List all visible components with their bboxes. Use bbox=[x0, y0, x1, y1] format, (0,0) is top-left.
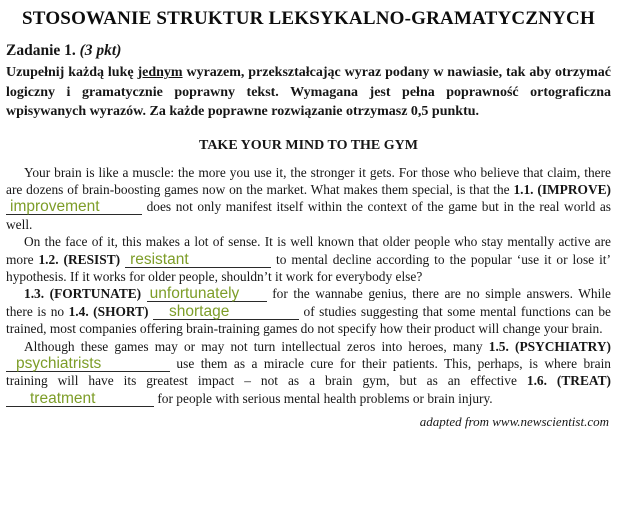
answer-blank-1-3 bbox=[147, 287, 267, 302]
task-points: (3 pkt) bbox=[79, 42, 122, 59]
paragraph-4 bbox=[6, 338, 611, 408]
instructions-text-post: wyrazem, przekształcając wyraz podany w nawiasie, tak aby otrzymać logiczny i gramatycznie poprawny tekst. Wymagana jest pełna poprawność ortograficzna wpisywanych wyrazów. Za każde poprawne rozwiązanie otrzymasz 0,5 punktu. bbox=[6, 65, 611, 119]
gap-label-1-2: 1.2. (RESIST) bbox=[38, 251, 126, 267]
paragraph-text: use them as a miracle cure for their patients. This, perhaps, is where brain training will have its greatest impact – not as a brain gym, but as an effective bbox=[6, 355, 611, 389]
paragraph-3 bbox=[6, 285, 611, 337]
task-label: Zadanie 1. bbox=[6, 42, 76, 59]
paragraph-1 bbox=[6, 164, 611, 234]
answer-blank-1-2 bbox=[125, 250, 271, 268]
answer-text-1-5: psychiatrists bbox=[16, 354, 102, 372]
task-heading bbox=[6, 42, 611, 60]
paragraph-text: Your brain is like a muscle: the more you use it, the stronger it gets. For those who believe that claim, there are dozens of brain-boosting games now on the market. What makes them special, is that the bbox=[6, 164, 611, 197]
answer-blank-1-1 bbox=[6, 200, 142, 215]
answer-text-1-2: resistant bbox=[130, 250, 189, 268]
instructions-text-pre: Uzupełnij każdą lukę bbox=[6, 65, 138, 80]
source-attribution: adapted from www.newscientist.com bbox=[419, 414, 609, 430]
gap-label-1-3: 1.3. (FORTUNATE) bbox=[24, 286, 147, 302]
paragraph-text: to mental decline according to the popular ‘use it or lose it’ hypothesis. If it works for older people, shouldn’t it work for everybody else? bbox=[6, 251, 611, 284]
paragraph-2 bbox=[6, 233, 611, 285]
paragraph-text: for people with serious mental health problems or brain injury. bbox=[154, 390, 493, 406]
paragraph-text: On the face of it, this makes a lot of sense. It is well known that older people who stay mentally active are more bbox=[6, 234, 611, 267]
instructions-underlined-word: jednym bbox=[137, 65, 183, 80]
paragraph-text: for the wannabe genius, there are no simple answers. While there is no bbox=[6, 286, 611, 319]
paragraph-text: of studies suggesting that some mental functions can be trained, most companies offering brain-training games do not specify how their product will change your brain. bbox=[6, 303, 611, 337]
answer-text-1-6: treatment bbox=[30, 389, 96, 407]
gap-label-1-6: 1.6. (TREAT) bbox=[526, 373, 611, 389]
answer-blank-1-4 bbox=[153, 302, 299, 320]
answer-text-1-4: shortage bbox=[169, 302, 230, 320]
page-title: STOSOWANIE STRUKTUR LEKSYKALNO-GRAMATYCZNYCH bbox=[22, 8, 595, 29]
paragraph-text: does not only manifest itself within the context of the game but in the real world as well. bbox=[6, 199, 611, 232]
answer-blank-1-6 bbox=[6, 389, 154, 407]
reading-text-title: TAKE YOUR MIND TO THE GYM bbox=[199, 137, 418, 153]
answer-text-1-3: unfortunately bbox=[149, 285, 240, 303]
gap-label-1-1: 1.1. (IMPROVE) bbox=[513, 181, 612, 197]
paragraph-text: Although these games may or may not turn intellectual zeros into heroes, many bbox=[24, 338, 489, 354]
gap-label-1-4: 1.4. (SHORT) bbox=[68, 303, 154, 319]
answer-text-1-1: improvement bbox=[10, 198, 100, 216]
gap-label-1-5: 1.5. (PSYCHIATRY) bbox=[488, 338, 611, 354]
task-instructions bbox=[6, 63, 611, 122]
answer-blank-1-5 bbox=[6, 354, 170, 372]
